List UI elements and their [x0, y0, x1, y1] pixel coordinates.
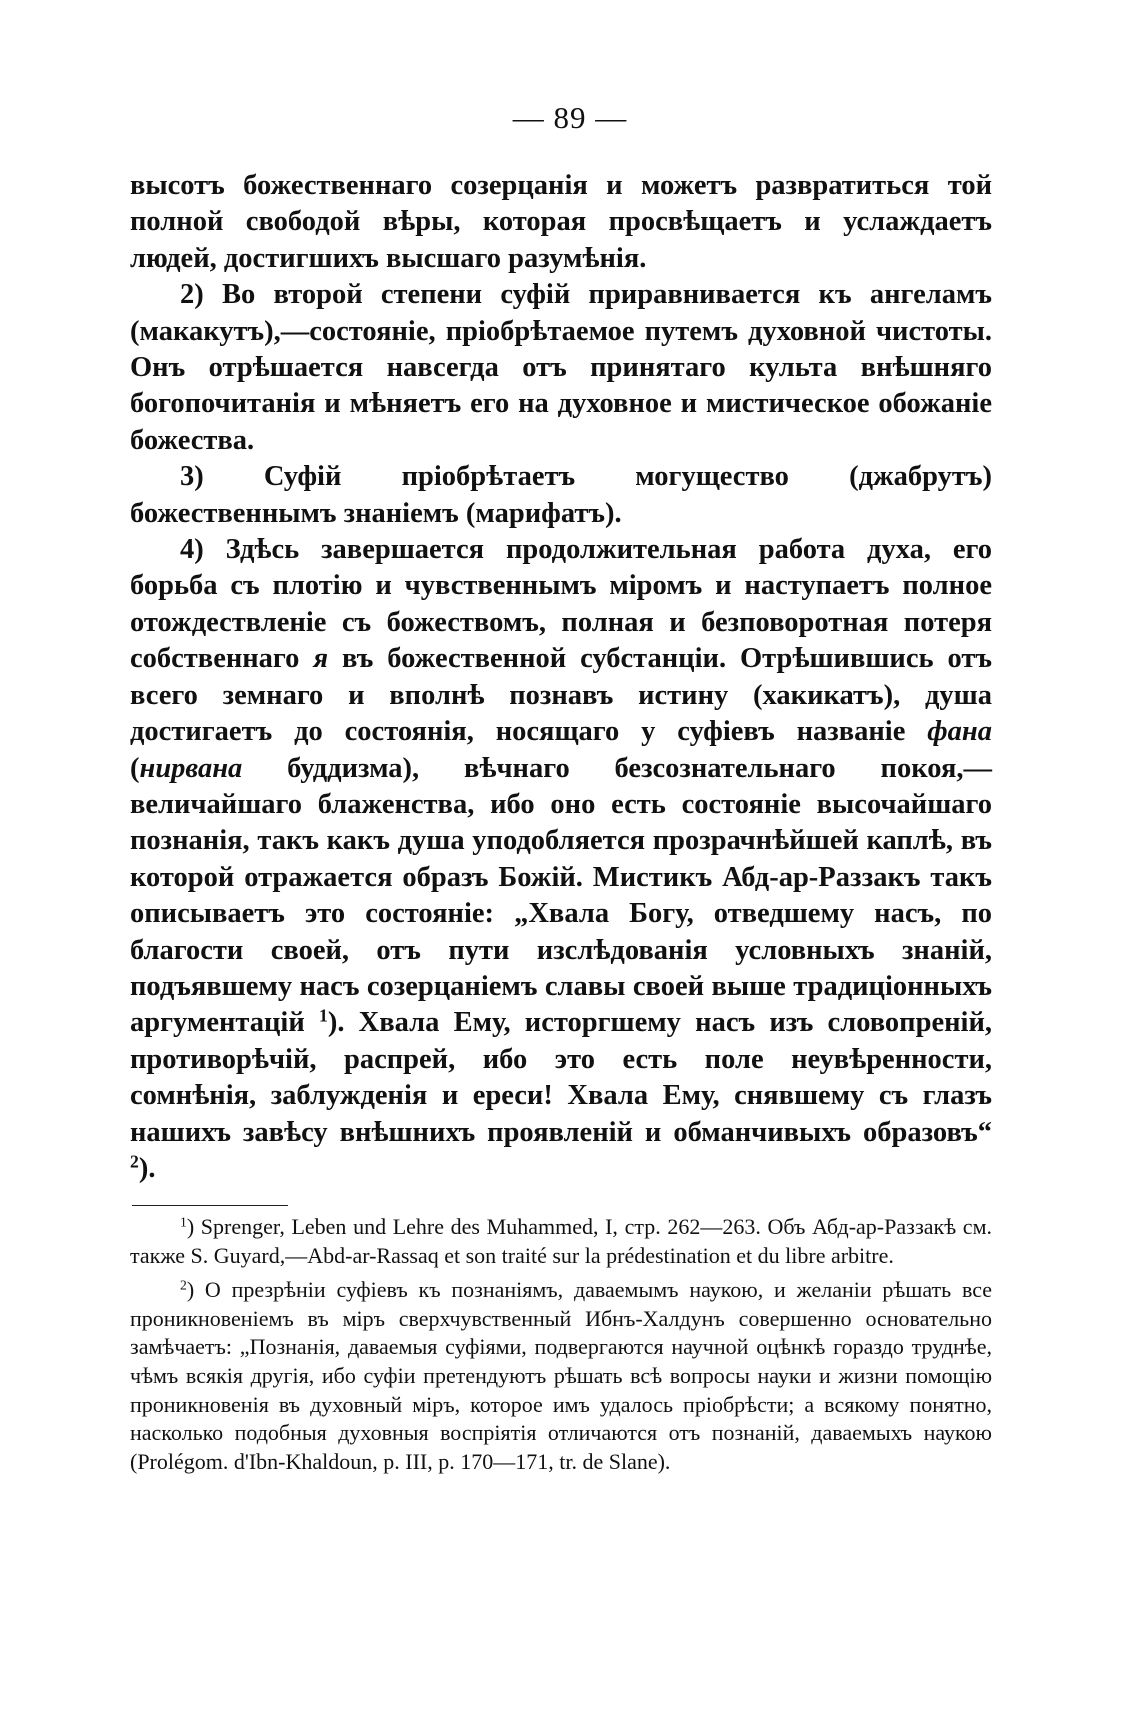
footnote-marker: 2 [180, 1277, 187, 1293]
italic-term-ya: я [313, 643, 329, 675]
paragraph-4 [130, 532, 992, 1187]
footnotes [130, 1213, 992, 1482]
footnote-ref-1: 1 [319, 1005, 328, 1026]
text-run: ). [138, 1152, 156, 1184]
text-run: 4) Здѣсь завершается продолжительная работа духа, его борьба съ плотію и чувственнымъ міромъ и наступаетъ полное отождествленіе съ божествомъ, полная и безповоротная потеря собственнаго [130, 534, 992, 675]
paragraph-continuation: высотъ божественнаго созерцанія и можетъ развратиться той полной свободой вѣры, которая просвѣщаетъ и услаждаетъ людей, достигшихъ высшаго разумѣнія. [130, 170, 992, 274]
footnote-text: ) О презрѣніи суфіевъ къ познаніямъ, даваемымъ наукою, и желаніи рѣшать все проникновеніемъ въ міръ сверхчувственный Ибнъ-Халдунъ совершенно основательно замѣчаетъ: „Познанія, даваемыя суфіями, подвергаются научной оцѣнкѣ гораздо труднѣе, чѣмъ всякія другія, ибо суфіи претендуютъ рѣшать всѣ вопросы науки и жизни помощію проникновенія въ духовный міръ, которое имъ удалось пріобрѣсти; а всякому понятно, насколько подобныя духовныя воспріятія отличаются отъ познаній, даваемыхъ наукою (Prolégom. d'Ibn-Khaldoun, p. III, p. 170—171, tr. de Slane). [130, 1277, 992, 1474]
footnote-marker: 1 [180, 1214, 187, 1230]
footnote-divider [132, 1205, 288, 1206]
paragraph-2: 2) Во второй степени суфій приравнивается къ ангеламъ (макакутъ),—состояніе, пріобрѣтаемое путемъ духовной чистоты. Онъ отрѣшается навсегда отъ принятаго культа внѣшняго богопочитанія и мѣняетъ его на духовное и мистическое обожаніе божества. [130, 279, 992, 456]
text-run: ). Хвала Ему, исторгшему насъ изъ словопреній, противорѣчій, распрей, ибо это есть поле неувѣренности, сомнѣнія, заблужденія и ереси! Хвала Ему, снявшему съ глазъ нашихъ завѣсу внѣшнихъ проявленій и обманчивыхъ образовъ“ [130, 1007, 992, 1148]
italic-term-nirvana: нирвана [139, 752, 243, 784]
footnote-2 [130, 1276, 992, 1476]
italic-term-fana: фана [927, 716, 992, 748]
text-run: въ божественной субстанціи. Отрѣшившись отъ всего земнаго и вполнѣ познавъ истину (хакикатъ), душа достигаетъ до состоянія, носящаго у суфіевъ названіе [130, 643, 993, 748]
text-run: ( [130, 752, 140, 784]
footnote-text: ) Sprenger, Leben und Lehre des Muhammed, I, стр. 262—263. Объ Абд-ар-Раззакѣ см. также S. Guyard,—Abd-ar-Rassaq et son traité sur la prédestination et du libre arbitre. [130, 1214, 992, 1268]
main-text [130, 168, 992, 1187]
footnote-1 [130, 1213, 992, 1270]
footnote-ref-2: 2 [130, 1151, 139, 1172]
text-run: буддизма), вѣчнаго безсознательнаго покоя,—величайшаго блаженства, ибо оно есть состояніе высочайшаго познанія, такъ какъ душа уподобляется прозрачнѣйшей каплѣ, въ которой отражается образъ Божій. Мистикъ Абд-ар-Раззакъ такъ описываетъ это состояніе: „Хвала Богу, отведшему насъ, по благости своей, отъ пути изслѣдованія условныхъ знаній, подъявшему насъ созерцаніемъ славы своей выше традиціонныхъ аргументацій [130, 752, 992, 1039]
paragraph-3: 3) Суфій пріобрѣтаетъ могущество (джабрутъ) божественнымъ знаніемъ (марифатъ). [130, 461, 992, 529]
page-number: — 89 — [512, 100, 628, 135]
